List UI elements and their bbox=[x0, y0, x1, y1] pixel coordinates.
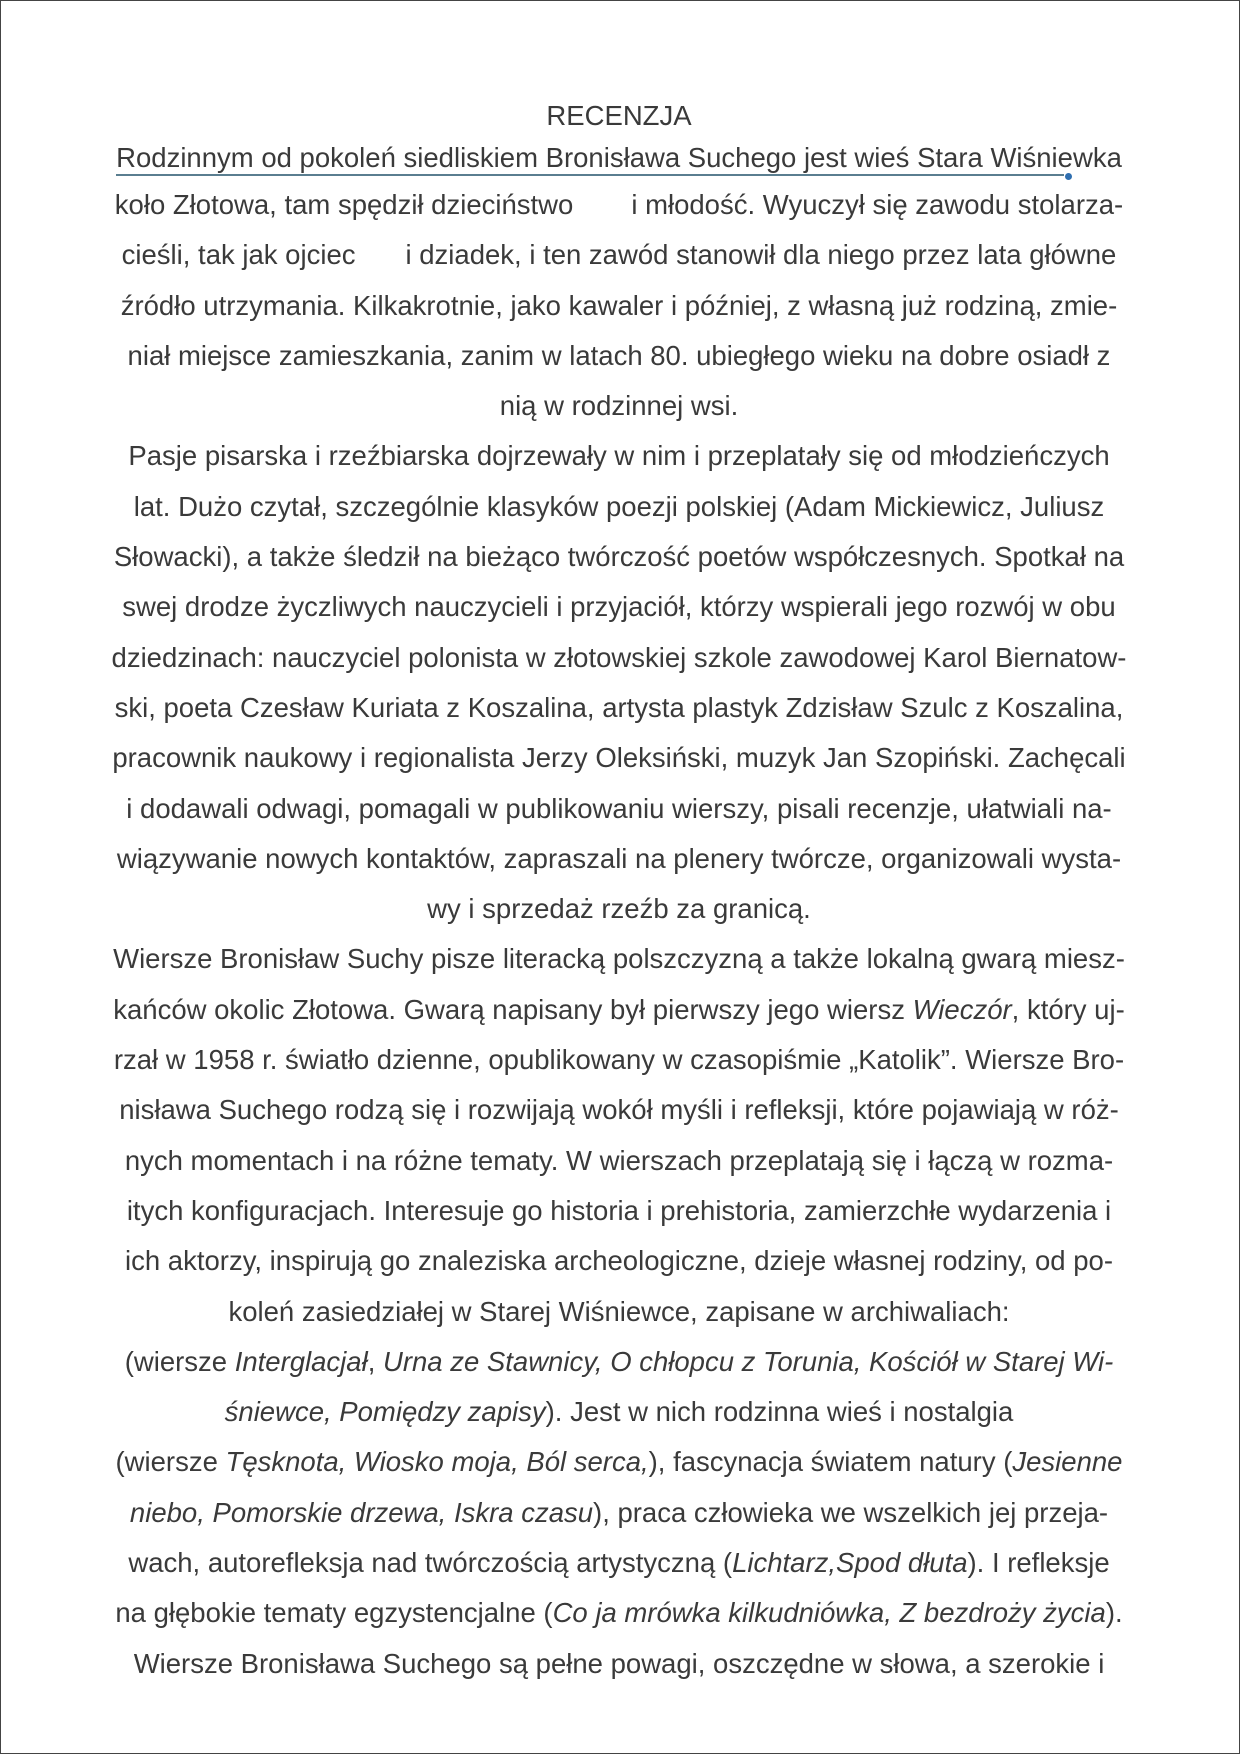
paragraph-1-line-2a: koło Złotowa, tam spędził dzieciństwo bbox=[114, 189, 574, 220]
paragraph-2-line-5: dziedzinach: nauczyciel polonista w złotowskiej szkole zawodowej Karol Biernatow- bbox=[111, 641, 1127, 673]
paragraph-2-line-9: wiązywanie nowych kontaktów, zapraszali na plenery twórcze, organizowali wysta- bbox=[116, 842, 1122, 874]
poem-title: Co ja mrówka kilkudniówka, Z bezdroży życia bbox=[552, 1597, 1106, 1629]
paragraph-3-line-14 bbox=[80, 1588, 1158, 1638]
paragraph-2-line-10: wy i sprzedaż rzeźb za granicą. bbox=[427, 893, 811, 925]
paragraph-3-line-15: Wiersze Bronisława Suchego są pełne powagi, oszczędne w słowa, a szerokie i bbox=[133, 1647, 1105, 1679]
paragraph-2-line-7: pracownik naukowy i regionalista Jerzy Oleksiński, muzyk Jan Szopiński. Zachęcali bbox=[112, 742, 1126, 774]
text-segment: ). bbox=[1105, 1597, 1123, 1629]
paragraph-1-line-4: źródło utrzymania. Kilkakrotnie, jako kawaler i później, z własną już rodziną, zmie- bbox=[120, 289, 1118, 321]
paragraph-1-line-2b: i młodość. Wyuczył się zawodu stolarza- bbox=[631, 189, 1124, 220]
paragraph-3-line-3: rzał w 1958 r. światło dzienne, opublikowany w czasopiśmie „Katolik”. Wiersze Bro- bbox=[113, 1044, 1125, 1076]
poem-title: niebo, Pomorskie drzewa, Iskra czasu bbox=[129, 1496, 594, 1528]
paragraph-2-line-1: Pasje pisarska i rzeźbiarska dojrzewały w nim i przeplatały się od młodzieńczych bbox=[128, 440, 1110, 472]
paragraph-3-line-6: itych konfiguracjach. Interesuje go historia i prehistoria, zamierzchłe wydarzenia i bbox=[126, 1194, 1112, 1226]
paragraph-2-line-2: lat. Dużo czytał, szczególnie klasyków poezji polskiej (Adam Mickiewicz, Juliusz bbox=[133, 490, 1105, 522]
paragraph-1-line-1-text bbox=[116, 136, 1122, 180]
paragraph-3-line-8: koleń zasiedziałej w Starej Wiśniewce, zapisane w archiwaliach: bbox=[228, 1295, 1010, 1327]
paragraph-1-line-3b: i dziadek, i ten zawód stanowił dla niego przez lata główne bbox=[405, 239, 1117, 271]
document-title: RECENZJA bbox=[546, 100, 692, 131]
spellcheck-underline bbox=[116, 174, 1064, 176]
paragraph-1-line-3 bbox=[80, 230, 1158, 280]
paragraph-3-line-11 bbox=[80, 1437, 1158, 1487]
text-segment: , bbox=[367, 1345, 383, 1377]
paragraph-3-line-10 bbox=[80, 1387, 1158, 1437]
poem-title: Urna ze Stawnicy, O chłopcu z Torunia, Kościół w Starej Wi- bbox=[382, 1345, 1114, 1377]
paragraph-1-line-2 bbox=[80, 180, 1158, 230]
poem-title: Tęsknota, Wiosko moja, Ból serca, bbox=[225, 1446, 649, 1478]
paragraph-1-line-5: niał miejsce zamieszkania, zanim w latach 80. ubiegłego wieku na dobre osiadł z bbox=[127, 339, 1111, 371]
document-body bbox=[80, 96, 1158, 1689]
paragraph-3-line-7: ich aktorzy, inspirują go znaleziska archeologiczne, dzieje własnej rodziny, od po- bbox=[125, 1245, 1113, 1277]
poem-title: Lichtarz,Spod dłuta bbox=[732, 1547, 968, 1579]
text-segment: (wiersze bbox=[124, 1345, 235, 1377]
paragraph-2-line-3: Słowacki), a także śledził na bieżąco twórczość poetów współczesnych. Spotkał na bbox=[113, 541, 1125, 573]
paragraph-1-line-1 bbox=[80, 136, 1158, 180]
text-segment: kańców okolic Złotowa. Gwarą napisany był pierwszy jego wiersz bbox=[113, 993, 913, 1025]
poem-title: Wieczór bbox=[912, 993, 1012, 1025]
paragraph-2-line-4: swej drodze życzliwych nauczycieli i przyjaciół, którzy wspierali jego rozwój w obu bbox=[122, 591, 1116, 623]
text-cursor-marker bbox=[1065, 173, 1072, 180]
paragraph-3-line-5: nych momentach i na różne tematy. W wierszach przeplatają się i łączą w rozma- bbox=[124, 1144, 1114, 1176]
poem-title: Jesienne bbox=[1012, 1446, 1123, 1478]
text-segment: ), fascynacja światem natury ( bbox=[648, 1446, 1013, 1478]
text-segment: , który uj- bbox=[1011, 993, 1125, 1025]
poem-title: śniewce, Pomiędzy zapisy bbox=[224, 1396, 546, 1428]
paragraph-3-line-12 bbox=[80, 1488, 1158, 1538]
paragraph-3-line-13 bbox=[80, 1538, 1158, 1588]
text-segment: ). Jest w nich rodzinna wieś i nostalgia bbox=[545, 1396, 1014, 1428]
paragraph-3-line-1: Wiersze Bronisław Suchy pisze literacką polszczyzną a także lokalną gwarą miesz- bbox=[113, 943, 1125, 975]
text-segment: ), praca człowieka we wszelkich jej przeja- bbox=[593, 1496, 1109, 1528]
paragraph-2-line-6: ski, poeta Czesław Kuriata z Koszalina, artysta plastyk Zdzisław Szulc z Koszalina, bbox=[114, 691, 1124, 723]
text-segment: ). I refleksje bbox=[967, 1547, 1110, 1579]
text-segment: (wiersze bbox=[115, 1446, 226, 1478]
paragraph-2-line-8: i dodawali odwagi, pomagali w publikowaniu wierszy, pisali recenzje, ułatwiali na- bbox=[126, 792, 1112, 824]
paragraph-1-line-3a: cieśli, tak jak ojciec bbox=[121, 239, 356, 271]
text-segment: wach, autorefleksja nad twórczością artystyczną ( bbox=[128, 1547, 733, 1579]
paragraph-3-line-2 bbox=[80, 985, 1158, 1035]
paragraph-1-line-6: nią w rodzinnej wsi. bbox=[499, 390, 739, 422]
paragraph-3-line-4: nisława Suchego rodzą się i rozwijają wokół myśli i refleksji, które pojawiają w róż- bbox=[119, 1094, 1119, 1126]
paragraph-1-line-1-content: Rodzinnym od pokoleń siedliskiem Bronisława Suchego jest wieś Stara Wiśniewka bbox=[116, 142, 1122, 173]
poem-title: Interglacjał bbox=[234, 1345, 368, 1377]
text-segment: na głębokie tematy egzystencjalne ( bbox=[115, 1597, 553, 1629]
paragraph-3-line-9 bbox=[80, 1337, 1158, 1387]
